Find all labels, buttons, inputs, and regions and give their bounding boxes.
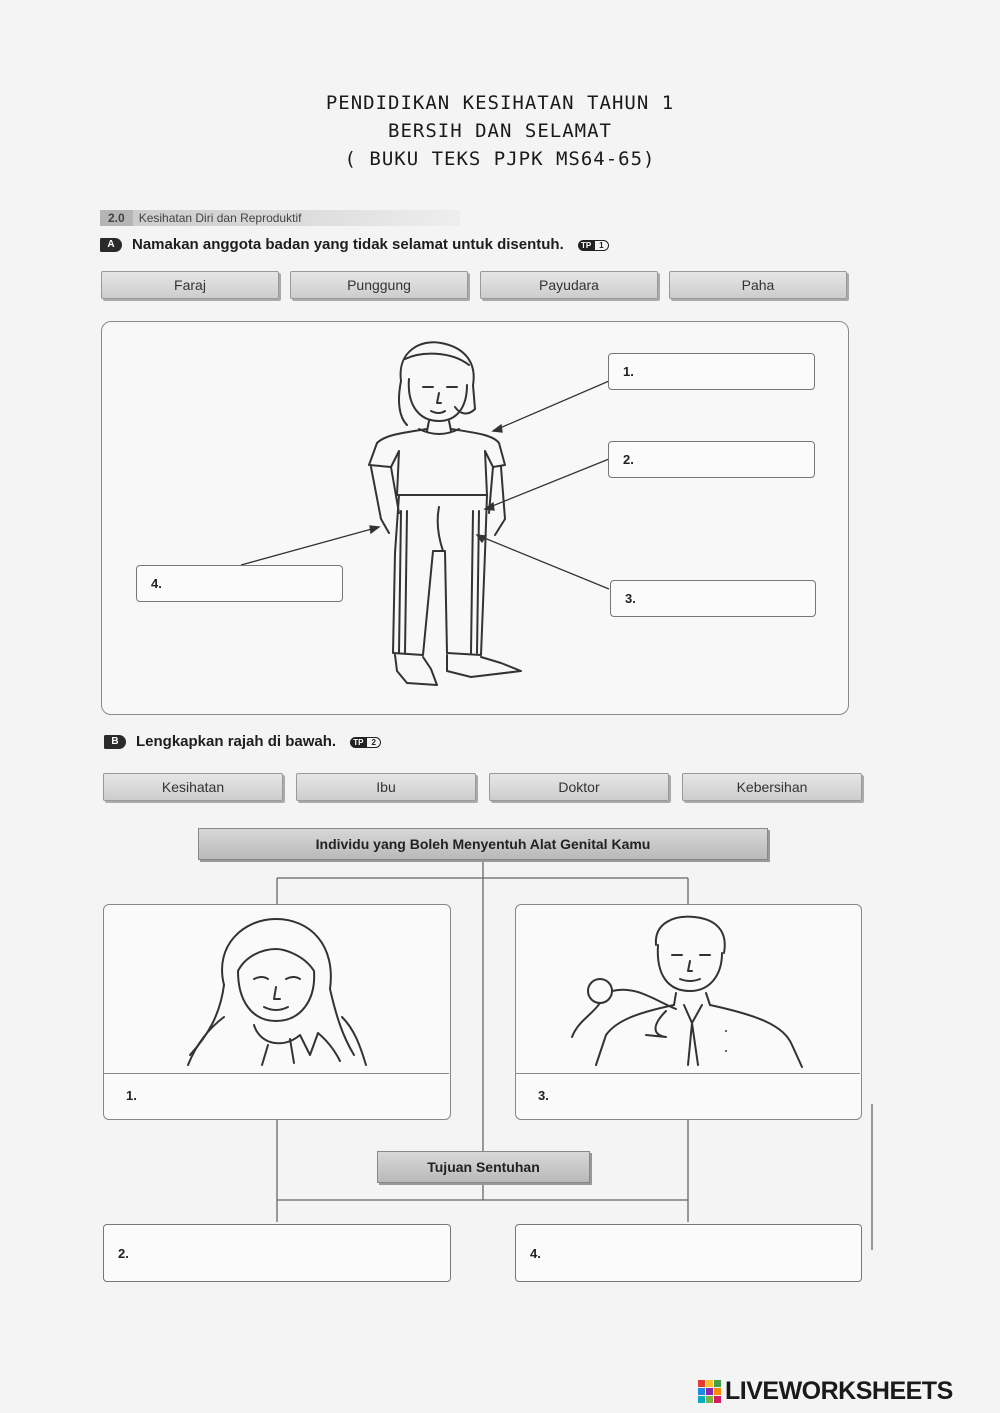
word-kesihatan: Kesihatan	[103, 773, 283, 801]
section-number: 2.0	[100, 210, 133, 226]
mother-illustration	[104, 905, 449, 1070]
part-b-instruction-text: Lengkapkan rajah di bawah.	[136, 733, 337, 750]
word-payudara: Payudara	[480, 271, 658, 299]
word-ibu: Ibu	[296, 773, 476, 801]
part-b-answer-2[interactable]	[103, 1224, 451, 1282]
part-b-answer-4[interactable]	[515, 1224, 862, 1282]
part-a-answer-4-label: 4.	[151, 576, 162, 591]
worksheet-title-line1: PENDIDIKAN KESIHATAN TAHUN 1	[325, 92, 675, 114]
liveworksheets-logo	[697, 1377, 953, 1406]
part-b-answer-1[interactable]	[104, 1075, 449, 1119]
doctor-illustration	[516, 905, 860, 1070]
part-a-answer-3-label: 3.	[625, 591, 636, 606]
word-paha: Paha	[669, 271, 847, 299]
part-a-answer-1-label: 1.	[623, 364, 634, 379]
section-name: Kesihatan Diri dan Reproduktif	[138, 211, 302, 225]
mother-picture-box	[103, 904, 451, 1120]
word-kebersihan: Kebersihan	[682, 773, 862, 801]
part-b-answer-3-label: 3.	[538, 1088, 549, 1103]
brand-name: LIVEWORKSHEETS	[725, 1377, 953, 1405]
word-punggung: Punggung	[290, 271, 468, 299]
liveworksheets-logo-icon	[697, 1379, 723, 1405]
part-b-answer-3[interactable]	[516, 1075, 860, 1119]
part-a-tp-badge: TP 1	[578, 241, 609, 250]
part-b-tp-badge: TP 2	[350, 738, 381, 747]
word-doktor: Doktor	[489, 773, 669, 801]
worksheet-title-line2: BERSIH DAN SELAMAT	[388, 120, 612, 142]
part-a-marker: A	[100, 238, 122, 252]
part-b-heading: Individu yang Boleh Menyentuh Alat Genital Kamu	[198, 828, 768, 860]
part-b-answer-4-label: 4.	[530, 1245, 541, 1261]
part-b-marker: B	[104, 735, 126, 749]
part-a-instruction-text: Namakan anggota badan yang tidak selamat untuk disentuh.	[132, 236, 564, 253]
doctor-picture-box	[515, 904, 862, 1120]
part-b-answer-1-label: 1.	[126, 1088, 137, 1103]
middle-label-tujuan-sentuhan: Tujuan Sentuhan	[377, 1151, 590, 1183]
part-b-answer-2-label: 2.	[118, 1245, 129, 1261]
word-faraj: Faraj	[101, 271, 279, 299]
part-a-answer-2-label: 2.	[623, 452, 634, 467]
worksheet-title-line3: ( BUKU TEKS PJPK MS64-65)	[344, 148, 656, 170]
